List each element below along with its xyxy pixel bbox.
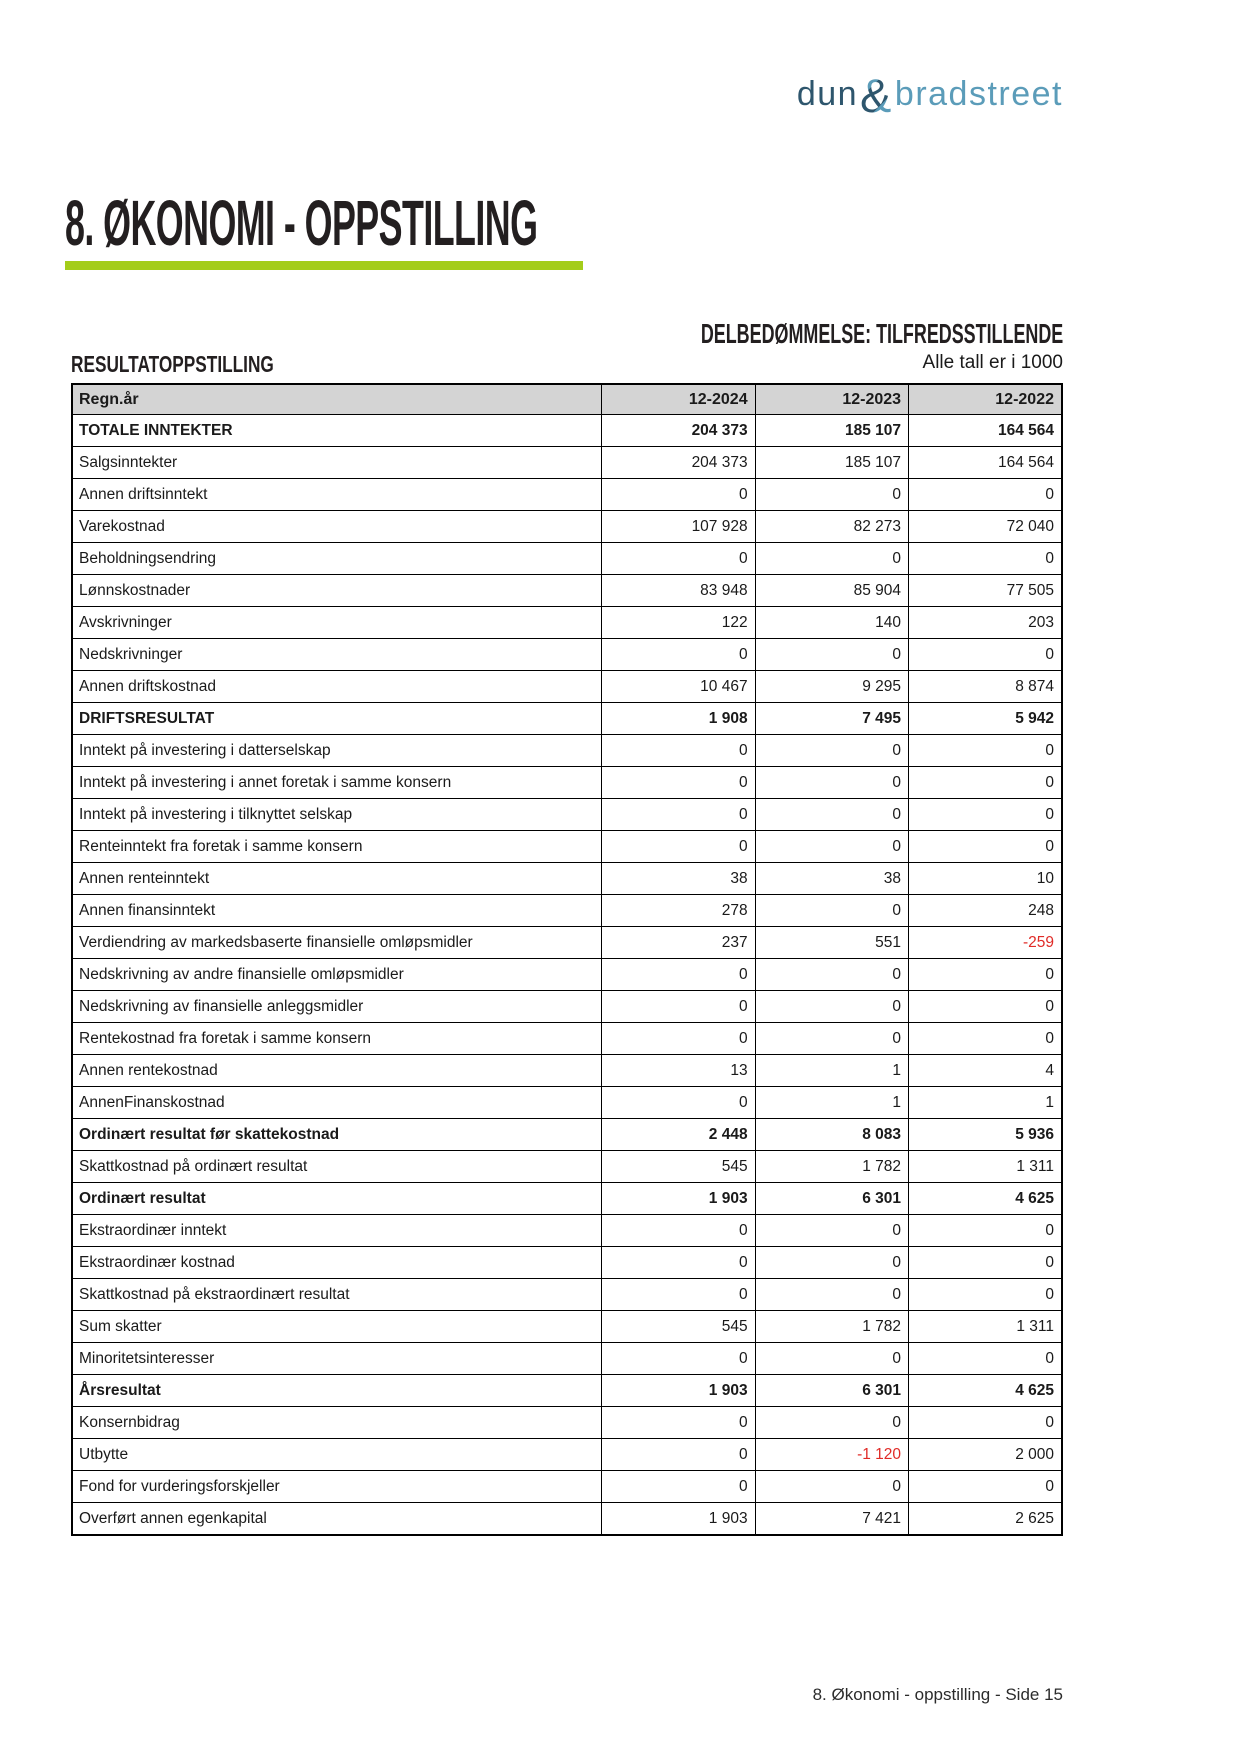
cell-value: 185 107	[755, 447, 908, 479]
row-label: Renteinntekt fra foretak i samme konsern	[72, 831, 602, 863]
cell-value: 83 948	[602, 575, 755, 607]
cell-value: 6 301	[755, 1375, 908, 1407]
cell-value: 72 040	[909, 511, 1062, 543]
cell-value: 185 107	[755, 415, 908, 447]
cell-value: 0	[909, 639, 1062, 671]
cell-value: 107 928	[602, 511, 755, 543]
table-row	[72, 1279, 1062, 1311]
cell-value: 203	[909, 607, 1062, 639]
cell-value: 0	[602, 959, 755, 991]
cell-value: 2 625	[909, 1503, 1062, 1536]
table-row	[72, 735, 1062, 767]
cell-value: 0	[909, 1215, 1062, 1247]
table-row	[72, 1119, 1062, 1151]
cell-value: -1 120	[755, 1439, 908, 1471]
table-row	[72, 447, 1062, 479]
cell-value: 0	[602, 735, 755, 767]
cell-value: 0	[755, 1247, 908, 1279]
table-row	[72, 511, 1062, 543]
table-row	[72, 703, 1062, 735]
footer-page-label: 8. Økonomi - oppstilling - Side 15	[812, 1685, 1063, 1704]
cell-value: 0	[602, 543, 755, 575]
table-row	[72, 479, 1062, 511]
cell-value: 0	[602, 1343, 755, 1375]
cell-value: 0	[602, 639, 755, 671]
assessment-heading: DELBEDØMMELSE: TILFREDSSTILLENDE	[700, 318, 1063, 349]
row-label: Rentekostnad fra foretak i samme konsern	[72, 1023, 602, 1055]
row-label: Overført annen egenkapital	[72, 1503, 602, 1536]
cell-value: 0	[755, 991, 908, 1023]
cell-value: 7 495	[755, 703, 908, 735]
cell-value: 1	[909, 1087, 1062, 1119]
cell-value: 5 942	[909, 703, 1062, 735]
cell-value: 77 505	[909, 575, 1062, 607]
table-row	[72, 543, 1062, 575]
cell-value: 0	[909, 735, 1062, 767]
row-label: Ordinært resultat	[72, 1183, 602, 1215]
row-label: Skattkostnad på ordinært resultat	[72, 1151, 602, 1183]
cell-value: 0	[602, 1023, 755, 1055]
row-label: Minoritetsinteresser	[72, 1343, 602, 1375]
row-label: Årsresultat	[72, 1375, 602, 1407]
cell-value: 164 564	[909, 415, 1062, 447]
cell-value: 204 373	[602, 447, 755, 479]
page-title: 8. ØKONOMI - OPPSTILLING	[65, 187, 538, 259]
cell-value: 0	[602, 1407, 755, 1439]
cell-value: 0	[755, 543, 908, 575]
cell-value: 4 625	[909, 1183, 1062, 1215]
table-row	[72, 575, 1062, 607]
row-label: Fond for vurderingsforskjeller	[72, 1471, 602, 1503]
cell-value: 0	[909, 991, 1062, 1023]
row-label: AnnenFinanskostnad	[72, 1087, 602, 1119]
cell-value: 1 903	[602, 1375, 755, 1407]
cell-value: 278	[602, 895, 755, 927]
dun-bradstreet-logo	[797, 68, 1063, 123]
cell-value: 140	[755, 607, 908, 639]
cell-value: 0	[602, 767, 755, 799]
cell-value: 1 903	[602, 1183, 755, 1215]
table-row	[72, 1055, 1062, 1087]
cell-value: 204 373	[602, 415, 755, 447]
table-row	[72, 671, 1062, 703]
cell-value: 0	[755, 767, 908, 799]
cell-value: 0	[602, 1247, 755, 1279]
cell-value: 1 311	[909, 1151, 1062, 1183]
table-row	[72, 1183, 1062, 1215]
cell-value: 0	[755, 1279, 908, 1311]
row-label: Konsernbidrag	[72, 1407, 602, 1439]
cell-value: 10 467	[602, 671, 755, 703]
row-label: DRIFTSRESULTAT	[72, 703, 602, 735]
row-label: Annen renteinntekt	[72, 863, 602, 895]
cell-value: 0	[909, 831, 1062, 863]
row-label: TOTALE INNTEKTER	[72, 415, 602, 447]
table-row	[72, 959, 1062, 991]
table-row	[72, 1311, 1062, 1343]
cell-value: 248	[909, 895, 1062, 927]
table-row	[72, 863, 1062, 895]
table-title: RESULTATOPPSTILLING	[71, 351, 274, 377]
row-label: Sum skatter	[72, 1311, 602, 1343]
table-row	[72, 415, 1062, 447]
cell-value: 0	[909, 799, 1062, 831]
cell-value: 0	[755, 479, 908, 511]
cell-value: 8 083	[755, 1119, 908, 1151]
cell-value: 551	[755, 927, 908, 959]
table-row	[72, 895, 1062, 927]
row-label: Annen finansinntekt	[72, 895, 602, 927]
cell-value: 0	[602, 1279, 755, 1311]
cell-value: 1	[755, 1055, 908, 1087]
table-row	[72, 831, 1062, 863]
cell-value: 164 564	[909, 447, 1062, 479]
row-label: Inntekt på investering i datterselskap	[72, 735, 602, 767]
row-label: Nedskrivning av andre finansielle omløpsmidler	[72, 959, 602, 991]
row-label: Ekstraordinær kostnad	[72, 1247, 602, 1279]
cell-value: 0	[602, 1215, 755, 1247]
table-row	[72, 1407, 1062, 1439]
table-row	[72, 991, 1062, 1023]
col-header-2023: 12-2023	[755, 384, 908, 415]
row-label: Varekostnad	[72, 511, 602, 543]
cell-value: 0	[602, 799, 755, 831]
table-row	[72, 927, 1062, 959]
results-table	[71, 383, 1063, 1536]
cell-value: 0	[755, 1407, 908, 1439]
cell-value: 1 908	[602, 703, 755, 735]
col-header-2022: 12-2022	[909, 384, 1062, 415]
cell-value: 0	[909, 1023, 1062, 1055]
cell-value: 0	[602, 1087, 755, 1119]
cell-value: 2 000	[909, 1439, 1062, 1471]
row-label: Beholdningsendring	[72, 543, 602, 575]
row-label: Annen driftsinntekt	[72, 479, 602, 511]
results-table-body	[72, 415, 1062, 1536]
cell-value: 0	[755, 1471, 908, 1503]
cell-value: 0	[909, 1471, 1062, 1503]
logo-ampersand-icon: &	[860, 69, 893, 122]
cell-value: 6 301	[755, 1183, 908, 1215]
cell-value: 85 904	[755, 575, 908, 607]
table-header-row	[72, 384, 1062, 415]
title-accent-bar	[65, 261, 583, 270]
row-label: Skattkostnad på ekstraordinært resultat	[72, 1279, 602, 1311]
cell-value: 9 295	[755, 671, 908, 703]
cell-value: 10	[909, 863, 1062, 895]
cell-value: 4	[909, 1055, 1062, 1087]
cell-value: 0	[909, 1279, 1062, 1311]
table-row	[72, 1375, 1062, 1407]
cell-value: 0	[755, 1023, 908, 1055]
col-header-2024: 12-2024	[602, 384, 755, 415]
cell-value: 2 448	[602, 1119, 755, 1151]
cell-value: 0	[602, 1471, 755, 1503]
cell-value: 122	[602, 607, 755, 639]
row-label: Annen rentekostnad	[72, 1055, 602, 1087]
cell-value: 0	[602, 1439, 755, 1471]
cell-value: 4 625	[909, 1375, 1062, 1407]
row-label: Avskrivninger	[72, 607, 602, 639]
cell-value: 0	[909, 543, 1062, 575]
cell-value: 0	[602, 991, 755, 1023]
cell-value: 1 782	[755, 1151, 908, 1183]
cell-value: -259	[909, 927, 1062, 959]
col-header-label: Regn.år	[72, 384, 602, 415]
table-row	[72, 1087, 1062, 1119]
logo-text-bradstreet: bradstreet	[894, 75, 1063, 113]
cell-value: 237	[602, 927, 755, 959]
units-note: Alle tall er i 1000	[922, 352, 1063, 373]
table-row	[72, 767, 1062, 799]
cell-value: 0	[602, 831, 755, 863]
cell-value: 0	[602, 479, 755, 511]
table-row	[72, 1247, 1062, 1279]
cell-value: 0	[755, 1215, 908, 1247]
table-row	[72, 1151, 1062, 1183]
row-label: Salgsinntekter	[72, 447, 602, 479]
cell-value: 0	[909, 959, 1062, 991]
table-row	[72, 1503, 1062, 1536]
table-row	[72, 639, 1062, 671]
row-label: Annen driftskostnad	[72, 671, 602, 703]
cell-value: 0	[755, 831, 908, 863]
cell-value: 545	[602, 1151, 755, 1183]
cell-value: 0	[755, 639, 908, 671]
row-label: Nedskrivninger	[72, 639, 602, 671]
row-label: Inntekt på investering i annet foretak i samme konsern	[72, 767, 602, 799]
cell-value: 1 311	[909, 1311, 1062, 1343]
table-row	[72, 1439, 1062, 1471]
cell-value: 7 421	[755, 1503, 908, 1536]
logo-text-dun: dun	[796, 75, 859, 113]
cell-value: 13	[602, 1055, 755, 1087]
table-row	[72, 1215, 1062, 1247]
row-label: Inntekt på investering i tilknyttet selskap	[72, 799, 602, 831]
row-label: Utbytte	[72, 1439, 602, 1471]
cell-value: 0	[909, 1247, 1062, 1279]
cell-value: 1 903	[602, 1503, 755, 1536]
cell-value: 0	[755, 799, 908, 831]
row-label: Ekstraordinær inntekt	[72, 1215, 602, 1247]
cell-value: 0	[909, 1407, 1062, 1439]
cell-value: 0	[909, 767, 1062, 799]
table-row	[72, 799, 1062, 831]
cell-value: 0	[909, 1343, 1062, 1375]
table-row	[72, 1343, 1062, 1375]
cell-value: 0	[755, 735, 908, 767]
cell-value: 0	[755, 959, 908, 991]
cell-value: 0	[909, 479, 1062, 511]
row-label: Lønnskostnader	[72, 575, 602, 607]
cell-value: 1 782	[755, 1311, 908, 1343]
cell-value: 8 874	[909, 671, 1062, 703]
row-label: Ordinært resultat før skattekostnad	[72, 1119, 602, 1151]
table-row	[72, 1471, 1062, 1503]
cell-value: 38	[755, 863, 908, 895]
cell-value: 82 273	[755, 511, 908, 543]
table-row	[72, 1023, 1062, 1055]
row-label: Verdiendring av markedsbaserte finansielle omløpsmidler	[72, 927, 602, 959]
cell-value: 38	[602, 863, 755, 895]
cell-value: 0	[755, 1343, 908, 1375]
row-label: Nedskrivning av finansielle anleggsmidler	[72, 991, 602, 1023]
cell-value: 0	[755, 895, 908, 927]
cell-value: 545	[602, 1311, 755, 1343]
table-row	[72, 607, 1062, 639]
cell-value: 1	[755, 1087, 908, 1119]
cell-value: 5 936	[909, 1119, 1062, 1151]
